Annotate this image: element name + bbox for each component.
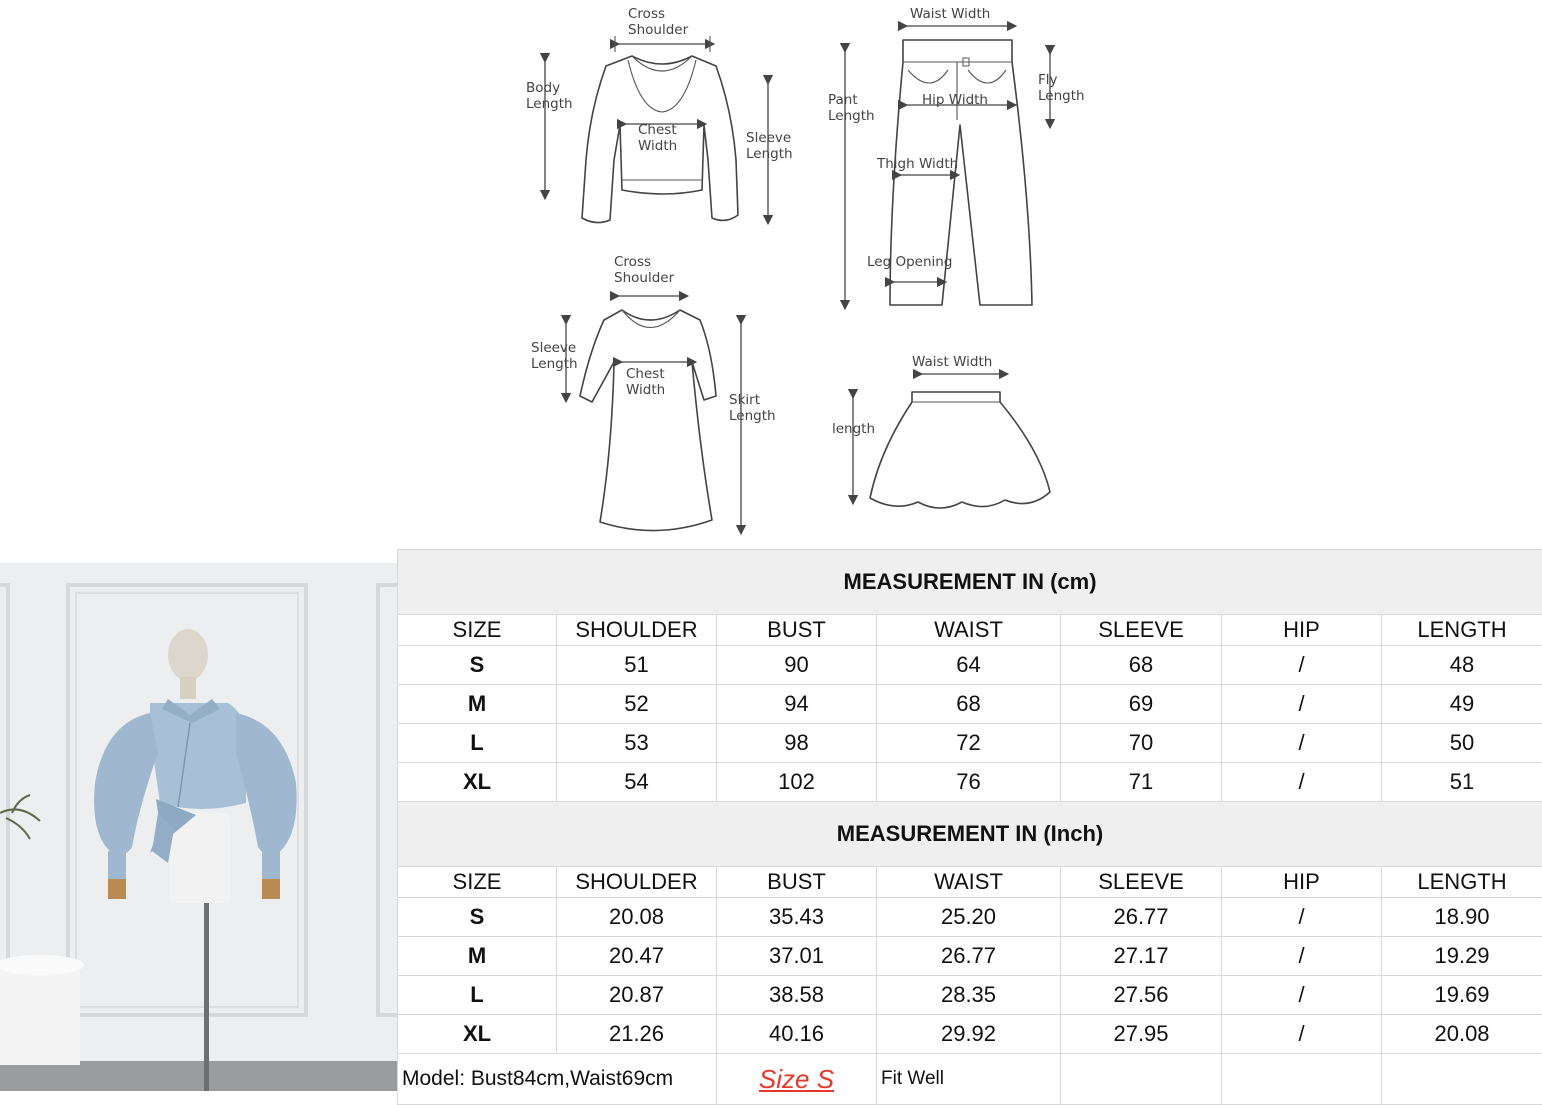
measurement-tables [397, 549, 1542, 1105]
cm-header-cell: LENGTH [1382, 615, 1542, 646]
size-cell: M [398, 685, 557, 724]
measure-cell: 68 [1061, 646, 1222, 685]
measure-cell: / [1222, 937, 1382, 976]
top-chest-label-1: Chest [638, 122, 677, 138]
size-cell: L [398, 976, 557, 1015]
measure-cell: 21.26 [557, 1015, 717, 1054]
pants-thigh-label: Thigh Width [877, 156, 959, 172]
measure-cell: 25.20 [877, 898, 1061, 937]
dress-cross-label-1: Cross [614, 254, 652, 270]
pants-waist-label: Waist Width [910, 6, 991, 22]
measure-cell: 64 [877, 646, 1061, 685]
dress-diagram [531, 254, 776, 531]
top-body-label-1: Body [526, 80, 561, 96]
top-cross-label-2: Shoulder [628, 22, 689, 38]
inch-header-cell: SHOULDER [557, 867, 717, 898]
measure-cell: / [1222, 898, 1382, 937]
cm-header-cell: BUST [717, 615, 877, 646]
inch-header-cell: SLEEVE [1061, 867, 1222, 898]
inch-header-cell: HIP [1222, 867, 1382, 898]
dress-sleeve-label-1: Sleeve [531, 340, 577, 356]
top-cross-label-1: Cross [628, 6, 666, 22]
product-photo-svg [0, 563, 397, 1091]
cm-table-title: MEASUREMENT IN (cm) [398, 550, 1542, 615]
measure-cell: / [1222, 685, 1382, 724]
measure-cell: 94 [717, 685, 877, 724]
inch-table-title: MEASUREMENT IN (Inch) [398, 802, 1542, 867]
size-cell: S [398, 646, 557, 685]
top-sleeve-label-1: Sleeve [746, 130, 792, 146]
size-cell: XL [398, 1015, 557, 1054]
measure-cell: 49 [1382, 685, 1542, 724]
measure-cell: 27.17 [1061, 937, 1222, 976]
measure-cell: 52 [557, 685, 717, 724]
product-photo [0, 563, 397, 1091]
dress-sleeve-label-2: Length [531, 356, 578, 372]
empty-cell [1061, 1054, 1222, 1105]
skirt-waist-label: Waist Width [912, 354, 993, 370]
pants-hip-label: Hip Width [922, 92, 988, 108]
top-diagram [526, 6, 793, 223]
measure-cell: 28.35 [877, 976, 1061, 1015]
table-row [398, 646, 1542, 685]
dress-cross-label-2: Shoulder [614, 270, 675, 286]
measure-cell: 72 [877, 724, 1061, 763]
measurement-table [397, 549, 1542, 1105]
model-fit: Fit Well [877, 1054, 1061, 1105]
pants-diagram [828, 6, 1085, 305]
inch-title-row [398, 802, 1542, 867]
measure-cell: 102 [717, 763, 877, 802]
measure-cell: 29.92 [877, 1015, 1061, 1054]
inch-header-row [398, 867, 1542, 898]
empty-cell [1222, 1054, 1382, 1105]
cm-header-cell: WAIST [877, 615, 1061, 646]
size-cell: S [398, 898, 557, 937]
measure-cell: / [1222, 646, 1382, 685]
model-size: Size S [717, 1054, 877, 1105]
table-row [398, 976, 1542, 1015]
measure-cell: 98 [717, 724, 877, 763]
measure-cell: 76 [877, 763, 1061, 802]
cm-title-row [398, 550, 1542, 615]
measure-cell: 38.58 [717, 976, 877, 1015]
pants-fly-label-1: Fly [1038, 72, 1058, 88]
measure-cell: 50 [1382, 724, 1542, 763]
inch-header-cell: SIZE [398, 867, 557, 898]
size-cell: M [398, 937, 557, 976]
measure-cell: 54 [557, 763, 717, 802]
measure-cell: / [1222, 1015, 1382, 1054]
inch-header-cell: BUST [717, 867, 877, 898]
measure-cell: 19.29 [1382, 937, 1542, 976]
cm-header-cell: SLEEVE [1061, 615, 1222, 646]
measure-cell: 26.77 [1061, 898, 1222, 937]
measure-cell: 20.47 [557, 937, 717, 976]
measure-cell: 20.08 [1382, 1015, 1542, 1054]
size-cell: XL [398, 763, 557, 802]
table-row [398, 685, 1542, 724]
top-chest-label-2: Width [638, 138, 678, 154]
pants-length-label-1: Pant [828, 92, 858, 108]
measure-cell: 51 [557, 646, 717, 685]
measure-cell: 70 [1061, 724, 1222, 763]
inch-header-cell: LENGTH [1382, 867, 1542, 898]
table-row [398, 937, 1542, 976]
measure-cell: 69 [1061, 685, 1222, 724]
dress-chest-label-1: Chest [626, 366, 665, 382]
pants-fly-label-2: Length [1038, 88, 1085, 104]
measure-cell: 68 [877, 685, 1061, 724]
measure-cell: 19.69 [1382, 976, 1542, 1015]
dress-skirt-label-1: Skirt [729, 392, 760, 408]
measure-cell: 53 [557, 724, 717, 763]
measure-cell: 48 [1382, 646, 1542, 685]
measure-cell: 71 [1061, 763, 1222, 802]
cm-header-cell: HIP [1222, 615, 1382, 646]
cm-header-cell: SIZE [398, 615, 557, 646]
size-diagrams [0, 0, 1542, 548]
skirt-diagram [832, 354, 1050, 508]
model-row [398, 1054, 1542, 1105]
measure-cell: 20.08 [557, 898, 717, 937]
measure-cell: 18.90 [1382, 898, 1542, 937]
cm-header-row [398, 615, 1542, 646]
measure-cell: 20.87 [557, 976, 717, 1015]
empty-cell [1382, 1054, 1542, 1105]
pants-leg-label: Leg Opening [867, 254, 953, 270]
measure-cell: 40.16 [717, 1015, 877, 1054]
measure-cell: / [1222, 976, 1382, 1015]
table-row [398, 724, 1542, 763]
measure-cell: / [1222, 763, 1382, 802]
table-row [398, 763, 1542, 802]
measure-cell: 27.95 [1061, 1015, 1222, 1054]
table-row [398, 898, 1542, 937]
measure-cell: 37.01 [717, 937, 877, 976]
measure-cell: 90 [717, 646, 877, 685]
cm-header-cell: SHOULDER [557, 615, 717, 646]
top-body-label-2: Length [526, 96, 573, 112]
top-sleeve-label-2: Length [746, 146, 793, 162]
skirt-length-label: length [832, 421, 876, 437]
table-row [398, 1015, 1542, 1054]
size-cell: L [398, 724, 557, 763]
dress-chest-label-2: Width [626, 382, 666, 398]
measure-cell: 35.43 [717, 898, 877, 937]
measure-cell: 26.77 [877, 937, 1061, 976]
inch-header-cell: WAIST [877, 867, 1061, 898]
model-info: Model: Bust84cm,Waist69cm [398, 1054, 717, 1105]
dress-skirt-label-2: Length [729, 408, 776, 424]
size-diagram-svg [0, 0, 1542, 548]
measure-cell: 27.56 [1061, 976, 1222, 1015]
measure-cell: / [1222, 724, 1382, 763]
measure-cell: 51 [1382, 763, 1542, 802]
pants-length-label-2: Length [828, 108, 875, 124]
